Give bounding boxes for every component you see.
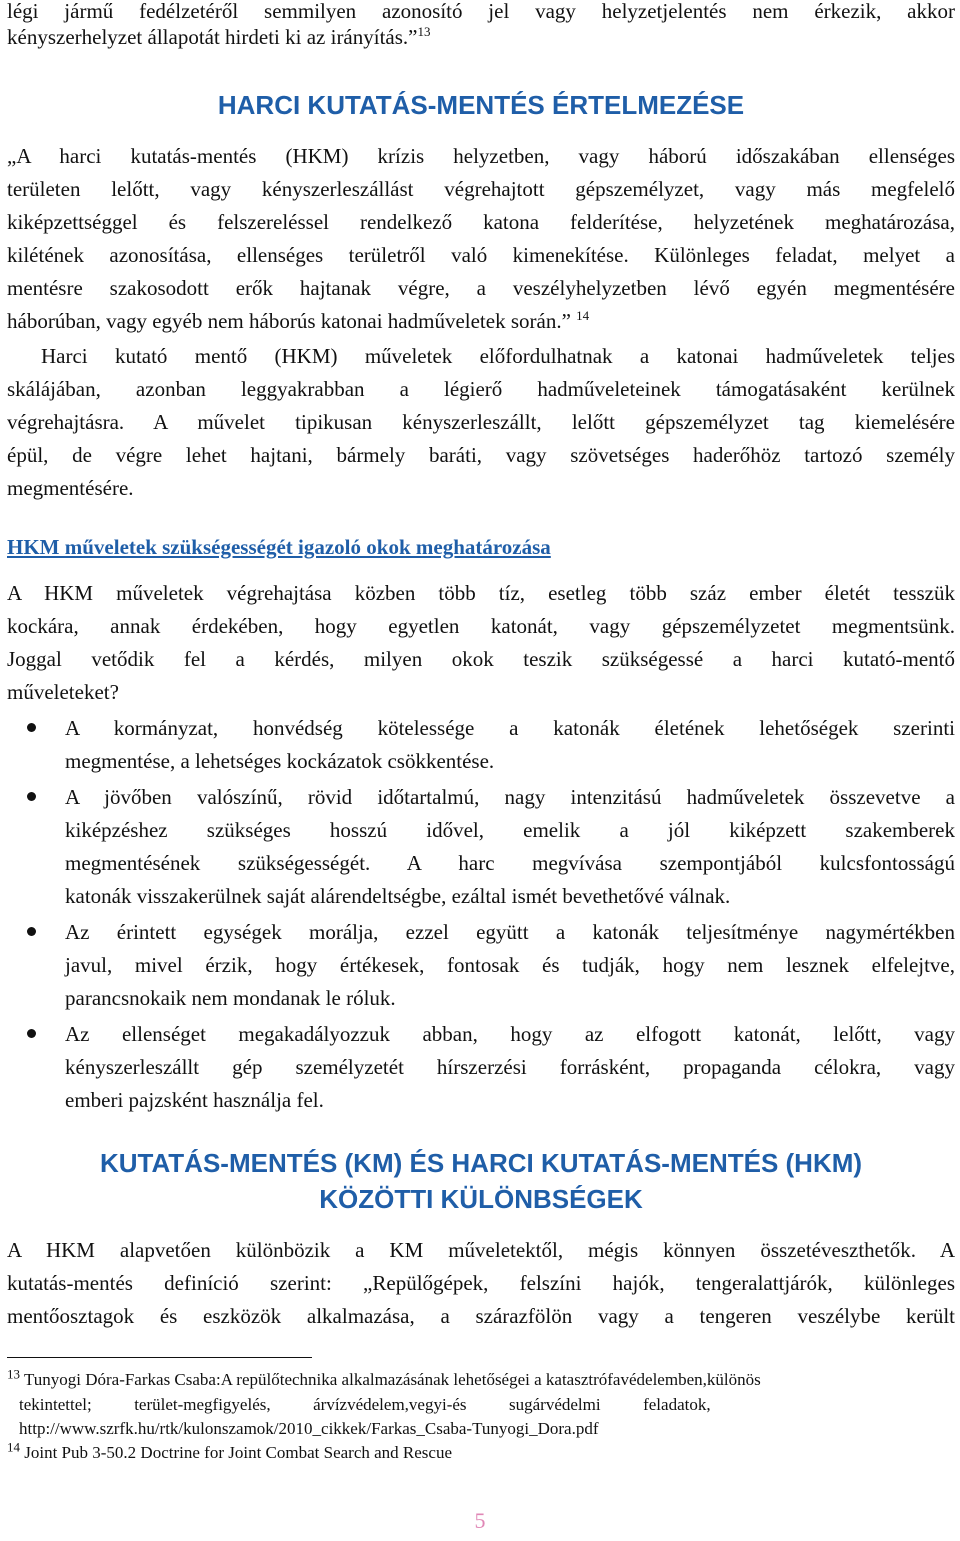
body-line: „A harci kutatás-mentés (HKM) krízis helyzetben, vagy háború időszakában ellenséges [7, 144, 955, 168]
list-item-line: kiképzéshez szükséges hosszú idővel, emelik a jól kiképzett szakemberek [65, 818, 955, 842]
list-item-line: A kormányzat, honvédség kötelessége a katonák életének lehetőségek szerinti [65, 716, 955, 740]
footnote-text: Tunyogi Dóra-Farkas Csaba:A repülőtechnika alkalmazásának lehetőségei a katasztrófavédelemben,különös [23, 1370, 761, 1389]
list-item-line: megmentésének szükségességét. A harc megvívása szempontjából kulcsfontosságú [65, 851, 955, 875]
body-line: kutatás-mentés definíció szerint: „Repülőgépek, felszíni hajók, tengeralattjárók, különleges [7, 1271, 955, 1295]
body-line: Harci kutató mentő (HKM) műveletek előfordulhatnak a katonai hadműveletek teljes [41, 344, 955, 368]
body-text: kényszerhelyzet állapotát hirdeti ki az irányítás. [7, 25, 409, 49]
body-line: végrehajtásra. A művelet tipikusan kényszerleszállt, lelőtt gépszemélyzet tag kiemelésére [7, 410, 955, 434]
page-number: 5 [474, 1508, 486, 1533]
footnote-line [7, 1441, 955, 1464]
list-item-line: megmentése, a lehetséges kockázatok csökkentése. [65, 749, 495, 773]
list-item-line: emberi pajzsként használja fel. [65, 1088, 324, 1112]
body-line: műveleteket? [7, 680, 119, 704]
bullet-icon [27, 927, 36, 936]
footnote-ref: 14 [576, 308, 590, 323]
body-text: háborúban, vagy egyéb nem háborús katonai hadműveletek során.” [7, 309, 571, 333]
subsection-heading: HKM műveletek szükségességét igazoló okok meghatározása [7, 535, 551, 559]
section-heading: KUTATÁS-MENTÉS (KM) ÉS HARCI KUTATÁS-MENTÉS (HKM) [99, 1148, 863, 1178]
section-heading: KÖZÖTTI KÜLÖNBSÉGEK [319, 1184, 643, 1214]
body-line: épül, de végre lehet hajtani, bármely baráti, vagy szövetséges haderőhöz tartozó személy [7, 443, 955, 467]
list-item-line: Az érintett egységek morálja, ezzel együtt a katonák teljesítménye nagymértékben [65, 920, 955, 944]
footnote-link[interactable]: http://www.szrfk.hu/rtk/kulonszamok/2010_cikkek/Farkas_Csaba-Tunyogi_Dora.pdf [19, 1419, 599, 1438]
body-line: kockára, annak érdekében, hogy egyetlen katonát, vagy gépszemélyzetet megmentsünk. [7, 614, 955, 638]
body-line: mentésre szakosodott erők hajtanak végre, a veszélyhelyzetben lévő egyén megmentésére [7, 276, 955, 300]
list-item-line: kényszerleszállt gép személyzetét hírszerzési forrásként, propaganda célokra, vagy [65, 1055, 955, 1079]
body-line: A HKM alapvetően különbözik a KM műveletektől, mégis könnyen összetéveszthetők. A [7, 1238, 955, 1262]
footnote-line [7, 1368, 955, 1391]
body-line: A HKM műveletek végrehajtása közben több tíz, esetleg több száz ember életét tesszük [7, 581, 955, 605]
list-item-line: parancsnokaik nem mondanak le róluk. [65, 986, 396, 1010]
list-item-line: A jövőben valószínű, rövid időtartalmú, nagy intenzitású hadműveletek összevetve a [65, 785, 955, 809]
list-item-line: Az ellenséget megakadályozzuk abban, hogy az elfogott katonát, lelőtt, vagy [65, 1022, 955, 1046]
body-line: légi jármű fedélzetéről semmilyen azonosító jel vagy helyzetjelentés nem érkezik, akkor [7, 0, 955, 23]
footnote-number: 13 [7, 1366, 20, 1382]
body-line: kiképzettséggel és felszereléssel rendelkező katona felderítése, helyzetének meghatározása, [7, 210, 955, 234]
footnote-ref: 13 [417, 24, 431, 39]
body-line: megmentésére. [7, 476, 134, 500]
list-item-line: javul, mivel érzik, hogy értékesek, fontosak és tudják, hogy nem lesznek elfelejtve, [65, 953, 955, 977]
body-line: mentőosztagok és eszközök alkalmazása, a szárazfölön vagy a tengeren veszélybe került [7, 1304, 955, 1328]
bullet-icon [27, 723, 36, 732]
body-line: Joggal vetődik fel a kérdés, milyen okok teszik szükségessé a harci kutató-mentő [7, 647, 955, 671]
footnote-separator [7, 1357, 312, 1358]
section-heading: HARCI KUTATÁS-MENTÉS ÉRTELMEZÉSE [217, 90, 745, 120]
list-item-line: katonák visszakerülnek saját alárendeltségbe, ezáltal ismét bevethetővé válnak. [65, 884, 731, 908]
footnote-number: 14 [7, 1439, 20, 1455]
body-line: skálájában, azonban leggyakrabban a légierő hadműveleteinek támogatásaként kerülnek [7, 377, 955, 401]
bullet-icon [27, 792, 36, 801]
footnote-text: Joint Pub 3-50.2 Doctrine for Joint Combat Search and Rescue [24, 1443, 453, 1462]
body-line: kényszerhelyzet állapotát hirdeti ki az irányítás.”$^{13}$ [7, 24, 431, 49]
body-line [7, 304, 955, 338]
body-line: kilétének azonosítása, ellenséges területről való kimenekítése. Különleges feladat, melyet a [7, 243, 955, 267]
body-line: területen lelőtt, vagy kényszerleszállást végrehajtott gépszemélyzet, vagy más megfelelő [7, 177, 955, 201]
footnote-line: tekintettel; terület-megfigyelés, árvízvédelem,vegyi-és sugárvédelmi feladatok, [19, 1395, 711, 1414]
bullet-icon [27, 1029, 36, 1038]
